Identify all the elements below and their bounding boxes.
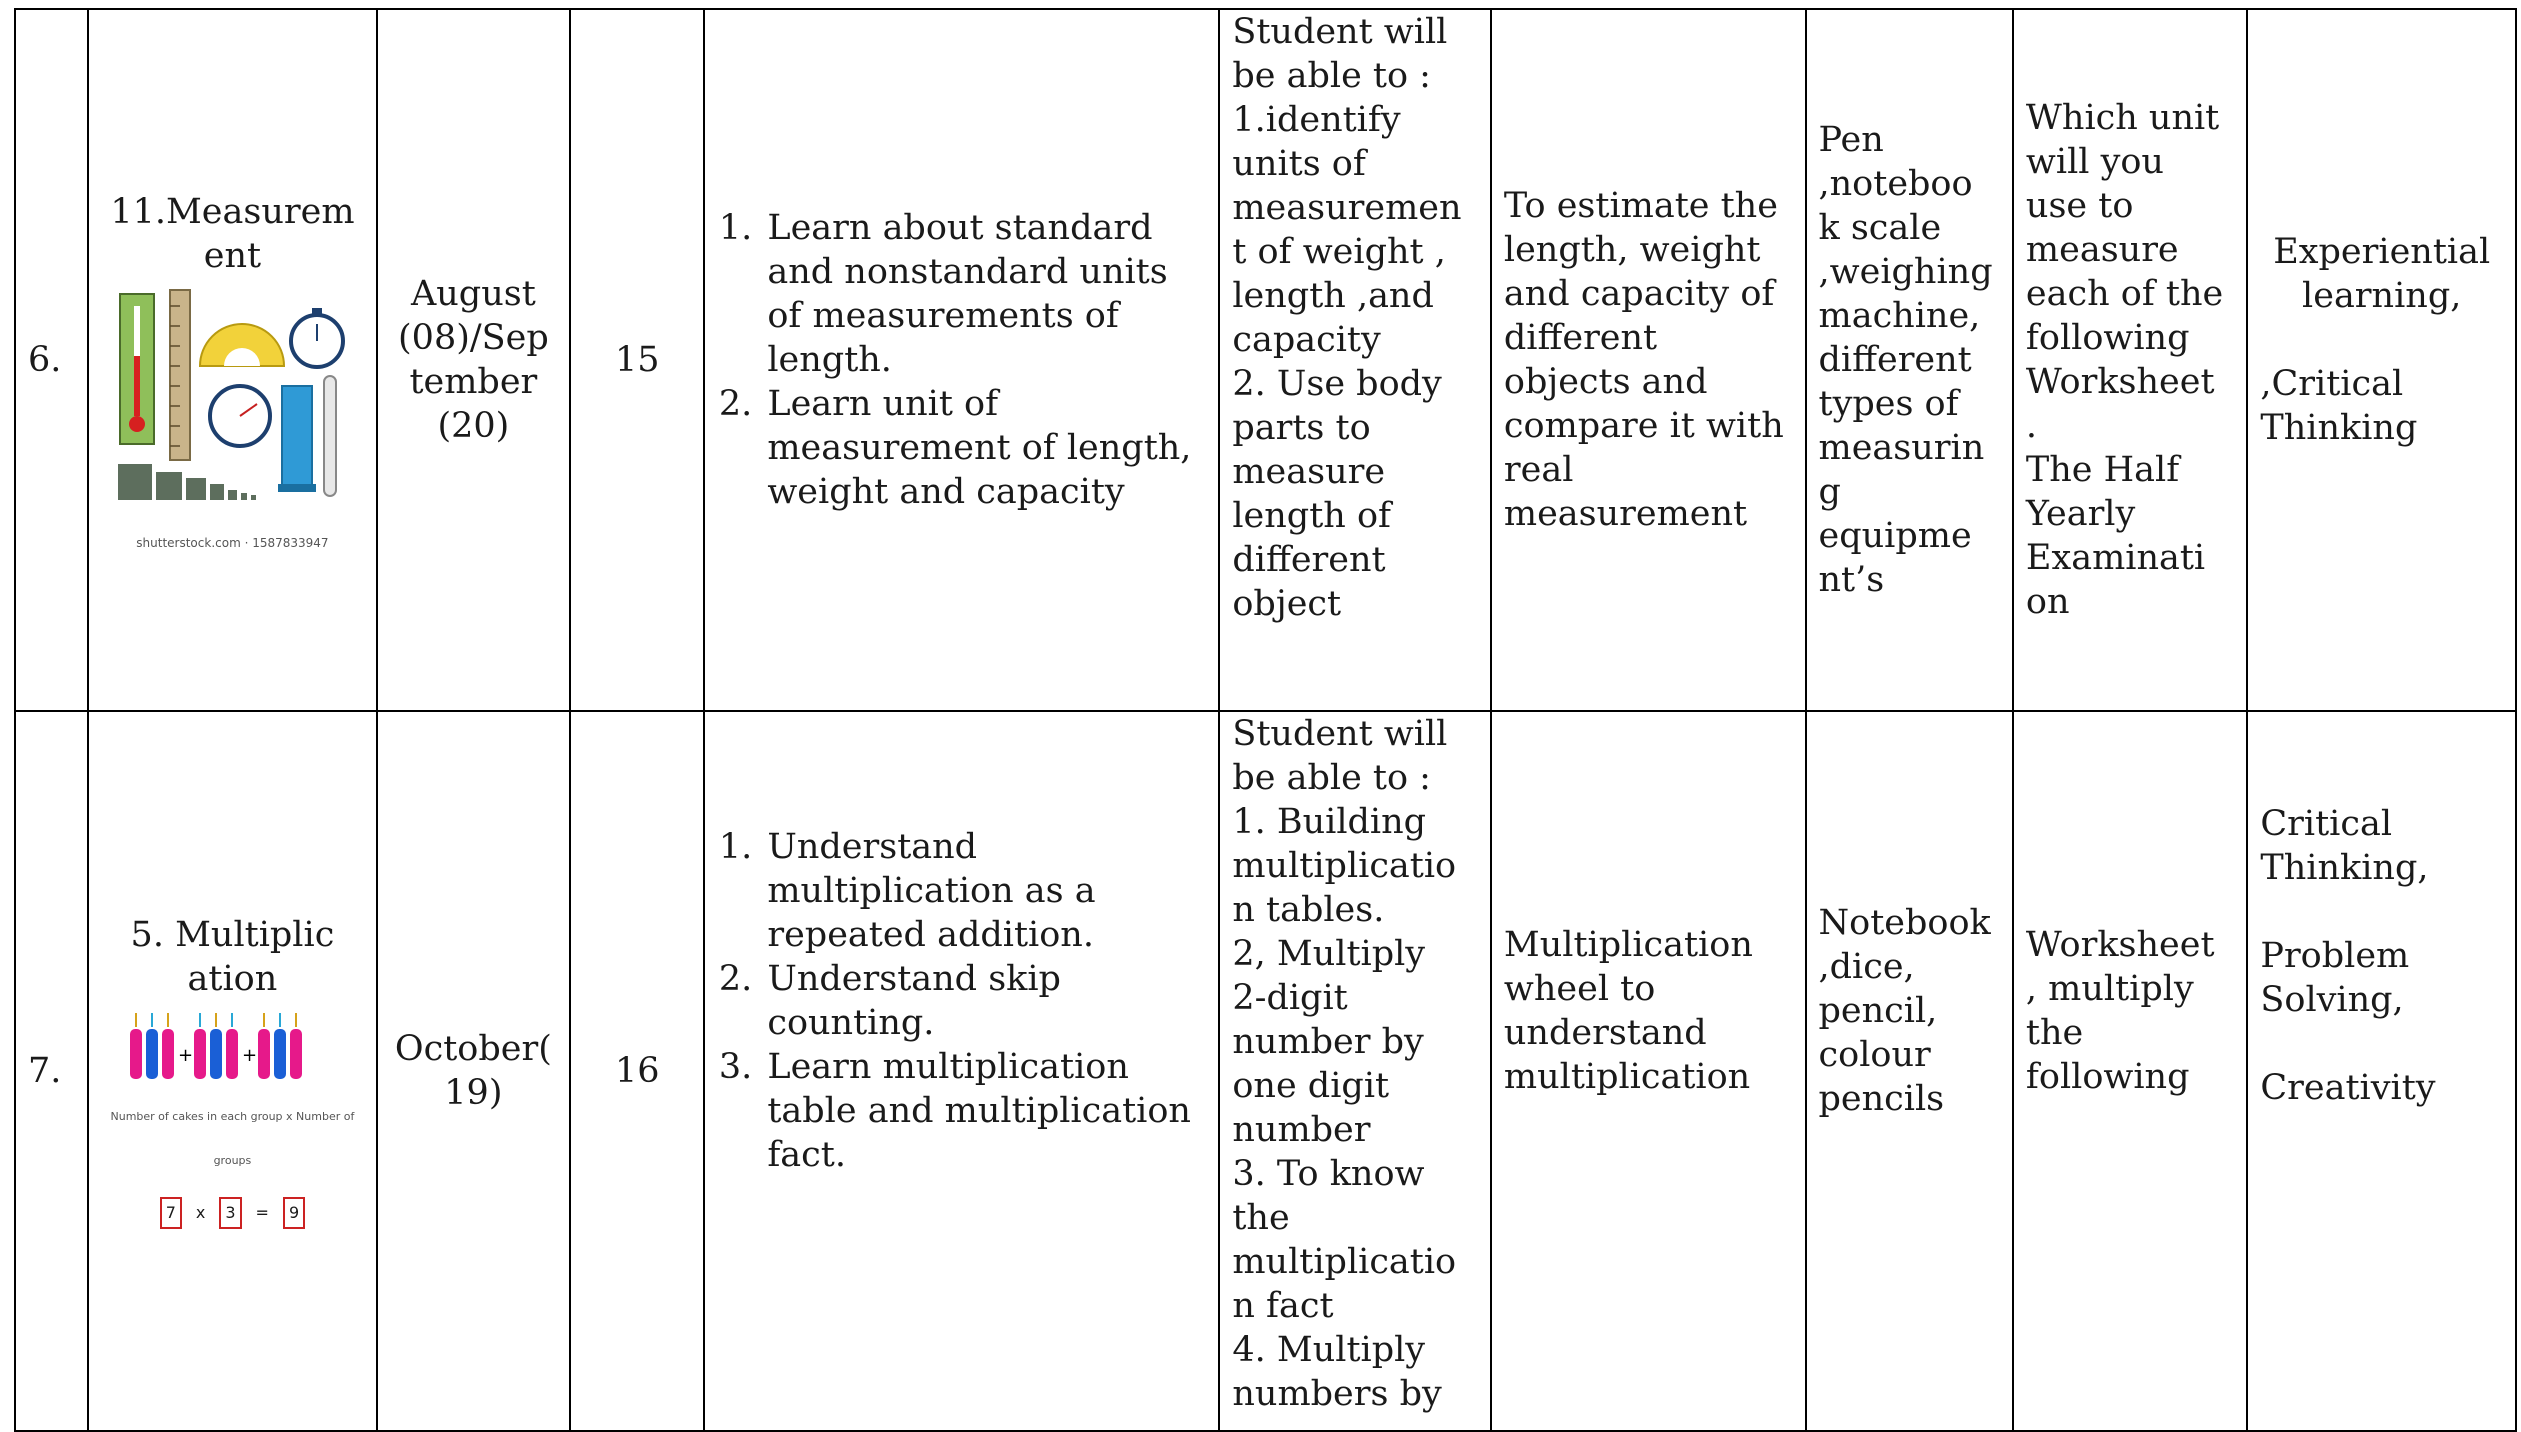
equation-boxes: 7 x 3 = 9 [101,1197,364,1229]
objective-item: 2. Understand skip counting. [763,957,1206,1045]
skills-cell: Critical Thinking, Problem Solving, Creativity [2247,711,2516,1431]
assessment-cell: Worksheet , multiply the following [2013,711,2247,1431]
chapter-cell [88,711,377,1431]
month-cell: August (08)/Sep tember (20) [377,9,570,711]
objective-item: 2. Learn unit of measurement of length, weight and capacity [763,382,1206,514]
objective-item: 1. Understand multiplication as a repeated addition. [763,825,1206,957]
objective-item: 3. Learn multiplication table and multiplication fact. [763,1045,1206,1177]
multiplication-cakes-image [101,1009,364,1089]
activities-cell: To estimate the length, weight and capacity of different objects and compare it with real measurement [1491,9,1806,711]
serial-number: 6. [15,9,88,711]
measurement-tools-image [101,286,364,521]
learning-outcomes-cell: Student will be able to : 1. Building multiplicatio n tables. 2, Multiply 2-digit number by one digit number 3. To know the multiplicatio n fact 4. Multiply numbers by [1219,711,1491,1431]
svg-text:+: + [242,1045,258,1066]
objectives-cell [704,9,1219,711]
image-caption: Number of cakes in each group x Number of groups [110,1110,355,1167]
table-row [15,9,2516,711]
lesson-plan-table [14,8,2517,1432]
skills-cell: Experiential learning, ,Critical Thinking [2247,9,2516,711]
month-cell: October( 19) [377,711,570,1431]
objectives-cell [704,711,1219,1431]
svg-text:+: + [178,1045,194,1066]
objective-item: 1. Learn about standard and nonstandard units of measurements of length. [763,206,1206,382]
resources-cell: Pen ,noteboo k scale ,weighing machine, different types of measurin g equipme nt’s [1806,9,2013,711]
serial-number: 7. [15,711,88,1431]
assessment-cell: Which unit will you use to measure each of the following Worksheet . The Half Yearly Examinati on [2013,9,2247,711]
resources-cell: Notebook ,dice, pencil, colour pencils [1806,711,2013,1431]
image-caption: shutterstock.com · 1587833947 [136,536,329,550]
chapter-title: 11.Measurem ent [110,192,355,276]
periods-cell: 15 [570,9,704,711]
activities-cell: Multiplication wheel to understand multiplication [1491,711,1806,1431]
table-row [15,711,2516,1431]
chapter-title: 5. Multiplic ation [130,915,335,999]
learning-outcomes-cell: Student will be able to : 1.identify units of measuremen t of weight , length ,and capacity 2. Use body parts to measure length of different object [1219,9,1491,711]
chapter-cell [88,9,377,711]
periods-cell: 16 [570,711,704,1431]
